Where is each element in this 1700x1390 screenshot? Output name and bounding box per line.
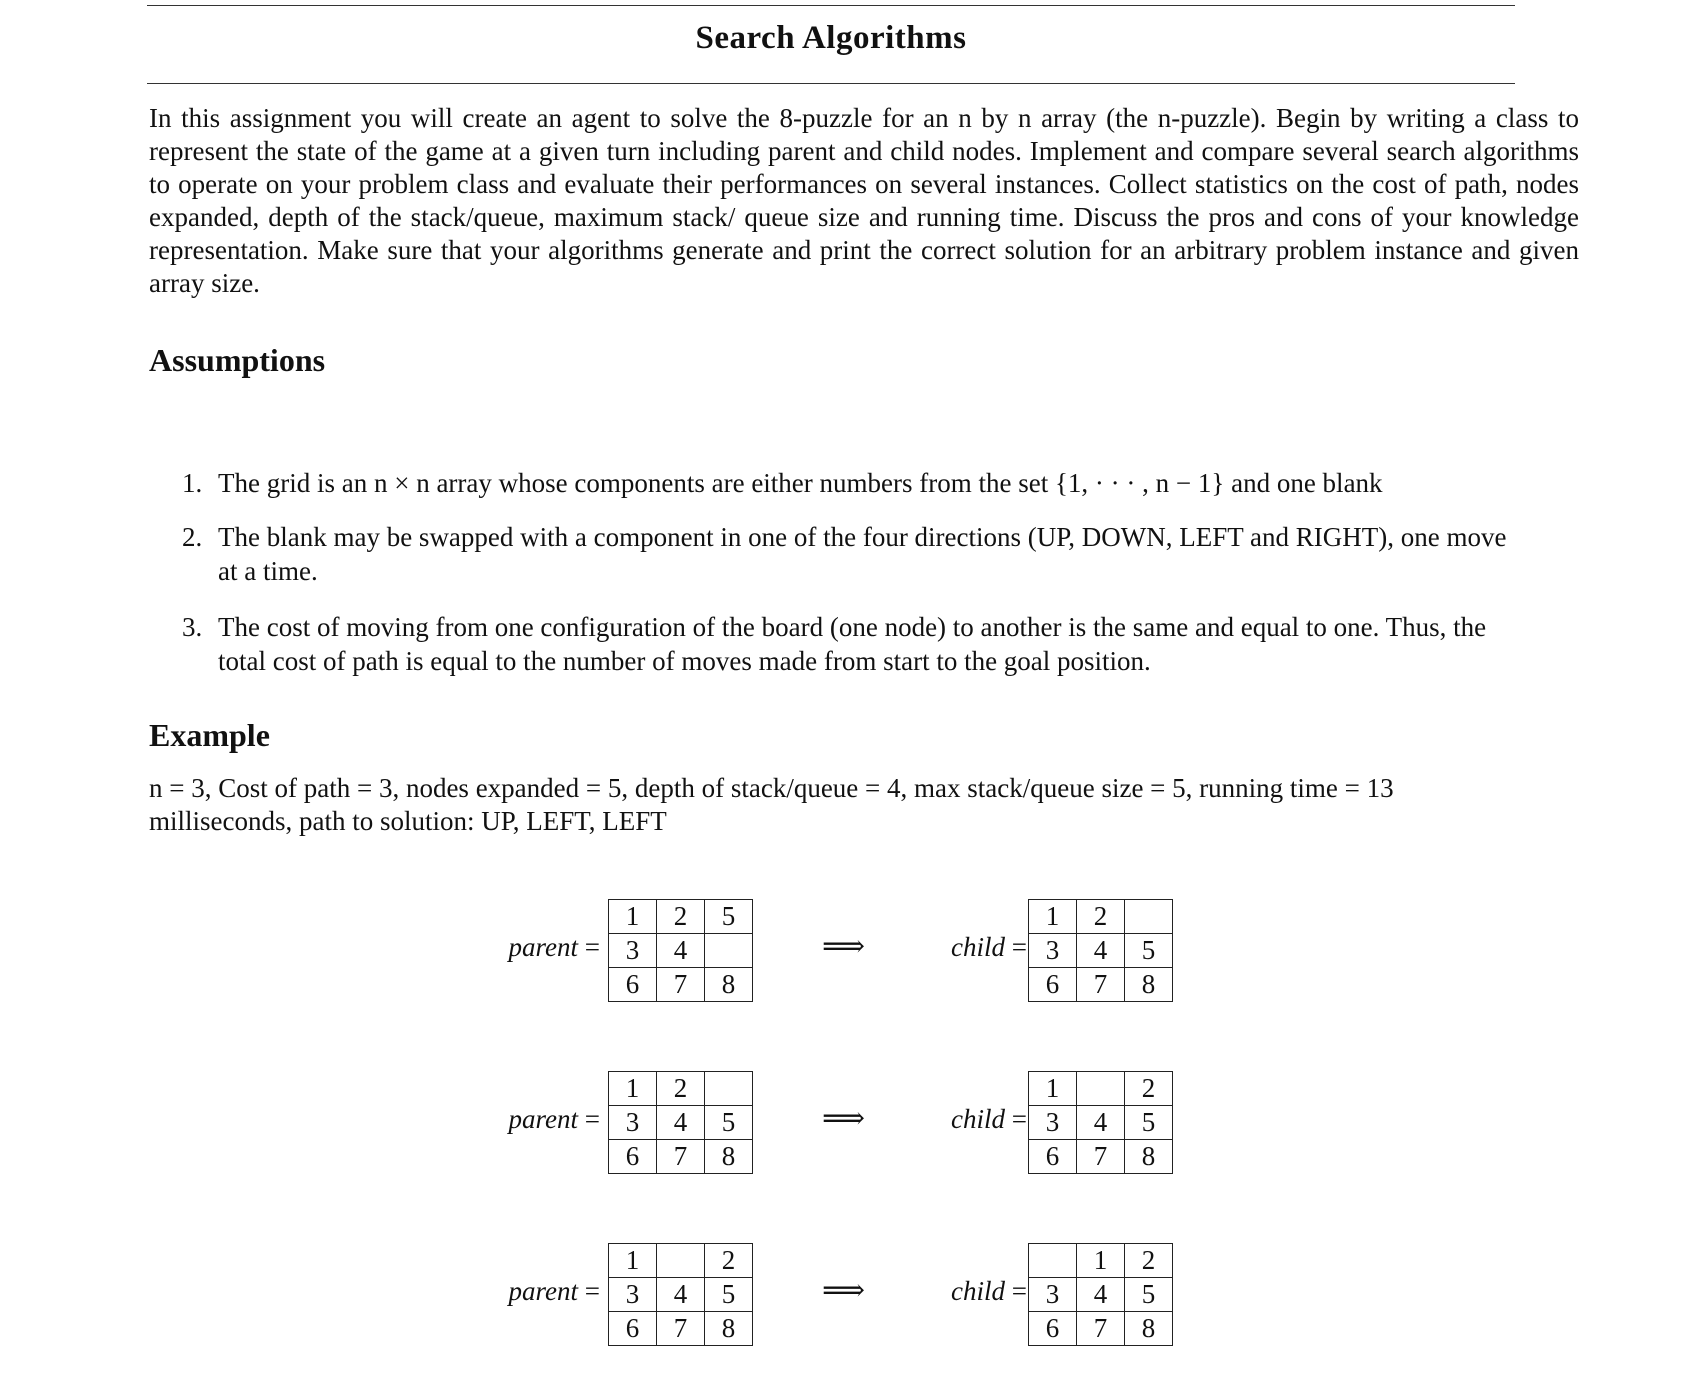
child-label-text: child	[951, 1276, 1006, 1306]
grid-cell: 8	[1125, 968, 1173, 1002]
example-heading: Example	[149, 717, 270, 753]
grid-cell: 7	[1077, 1312, 1125, 1346]
grid-cell: 8	[1125, 1140, 1173, 1174]
grid-cell: 5	[705, 900, 753, 934]
grid-cell: 2	[1125, 1244, 1173, 1278]
grid-cell: 1	[1077, 1244, 1125, 1278]
grid-cell: 7	[657, 1312, 705, 1346]
child-label	[827, 1104, 1027, 1135]
parent-label-text: parent	[508, 1276, 579, 1306]
item-number: 1.	[182, 468, 203, 498]
intro-paragraph: In this assignment you will create an agent to solve the 8-puzzle for an n by n array (the n-puzzle). Begin by writing a class to represent the state of the game at a given turn including parent and child nodes. Implement and compare several search algorithms to operate on your problem class and evaluate their performances on several instances. Collect statistics on the cost of path, nodes expanded, depth of the stack/queue, maximum stack/ queue size and running time. Discuss the pros and cons of your knowledge representation. Make sure that your algorithms generate and print the correct solution for an arbitrary problem instance and given array size.	[149, 103, 1579, 298]
transition-row	[0, 1071, 1700, 1175]
parent-grid	[608, 1243, 753, 1346]
grid-cell: 1	[1029, 1072, 1077, 1106]
grid-cell	[705, 934, 753, 968]
grid-cell: 7	[657, 968, 705, 1002]
equals-sign: =	[584, 1276, 600, 1306]
example-text: n = 3, Cost of path = 3, nodes expanded = 5, depth of stack/queue = 4, max stack/queue size = 5, running time = 13 milliseconds, path to solution: UP, LEFT, LEFT	[149, 773, 1394, 836]
grid-cell	[657, 1244, 705, 1278]
grid-cell: 5	[705, 1278, 753, 1312]
grid-cell: 1	[609, 1244, 657, 1278]
item-text: The blank may be swapped with a component in one of the four directions (UP, DOWN, LEFT and RIGHT), one move at a time.	[218, 522, 1507, 586]
grid-cell	[1125, 900, 1173, 934]
grid-cell: 7	[657, 1140, 705, 1174]
grid-cell: 2	[657, 1072, 705, 1106]
grid-cell: 7	[1077, 1140, 1125, 1174]
grid-cell: 5	[1125, 1278, 1173, 1312]
item-text: The cost of moving from one configuration of the board (one node) to another is the same and equal to one. Thus, the total cost of path is equal to the number of moves made from start to the goal position.	[218, 612, 1487, 676]
parent-label-text: parent	[508, 1104, 579, 1134]
implies-arrow-icon: ⟹	[822, 1102, 866, 1135]
parent-label	[400, 1104, 600, 1135]
parent-label-text: parent	[508, 932, 579, 962]
transition-row	[0, 1243, 1700, 1347]
implies-arrow-icon: ⟹	[822, 930, 866, 963]
child-grid	[1028, 1243, 1173, 1346]
grid-cell: 8	[705, 1140, 753, 1174]
transition-row	[0, 899, 1700, 1003]
grid-cell: 3	[1029, 1106, 1077, 1140]
grid-cell: 2	[1077, 900, 1125, 934]
parent-grid	[608, 899, 753, 1002]
implies-arrow-icon: ⟹	[822, 1274, 866, 1307]
equals-sign: =	[584, 1104, 600, 1134]
grid-cell: 6	[609, 1140, 657, 1174]
top-rule	[147, 5, 1515, 6]
assumptions-heading: Assumptions	[149, 342, 326, 378]
grid-cell: 1	[609, 1072, 657, 1106]
grid-cell: 4	[657, 934, 705, 968]
title-rule	[147, 83, 1515, 84]
child-label	[827, 1276, 1027, 1307]
grid-cell: 6	[1029, 1140, 1077, 1174]
grid-cell	[1029, 1244, 1077, 1278]
assumption-item	[182, 466, 1522, 500]
grid-cell: 5	[1125, 1106, 1173, 1140]
grid-cell: 1	[609, 900, 657, 934]
equals-sign: =	[1011, 1104, 1027, 1134]
grid-cell: 6	[1029, 968, 1077, 1002]
child-grid	[1028, 899, 1173, 1002]
grid-cell: 8	[1125, 1312, 1173, 1346]
grid-cell: 6	[1029, 1312, 1077, 1346]
grid-cell: 3	[1029, 934, 1077, 968]
page-title: Search Algorithms	[695, 20, 967, 56]
child-grid	[1028, 1071, 1173, 1174]
grid-cell: 8	[705, 1312, 753, 1346]
grid-cell: 4	[1077, 934, 1125, 968]
grid-cell: 6	[609, 968, 657, 1002]
grid-cell: 8	[705, 968, 753, 1002]
grid-cell: 4	[1077, 1106, 1125, 1140]
assumption-item	[182, 520, 1522, 588]
equals-sign: =	[1011, 1276, 1027, 1306]
grid-cell: 7	[1077, 968, 1125, 1002]
item-number: 2.	[182, 522, 203, 552]
parent-label	[400, 1276, 600, 1307]
grid-cell: 4	[657, 1278, 705, 1312]
grid-cell: 3	[609, 1106, 657, 1140]
grid-cell	[1077, 1072, 1125, 1106]
item-text: The grid is an n × n array whose components are either numbers from the set {1, · · · , n − 1} and one blank	[218, 468, 1383, 498]
grid-cell: 2	[705, 1244, 753, 1278]
grid-cell: 1	[1029, 900, 1077, 934]
grid-cell: 2	[657, 900, 705, 934]
grid-cell: 3	[609, 1278, 657, 1312]
grid-cell: 3	[609, 934, 657, 968]
grid-cell: 6	[609, 1312, 657, 1346]
item-number: 3.	[182, 612, 203, 642]
equals-sign: =	[1011, 932, 1027, 962]
grid-cell: 2	[1125, 1072, 1173, 1106]
grid-cell: 4	[657, 1106, 705, 1140]
equals-sign: =	[584, 932, 600, 962]
grid-cell: 5	[1125, 934, 1173, 968]
parent-label	[400, 932, 600, 963]
parent-grid	[608, 1071, 753, 1174]
grid-cell	[705, 1072, 753, 1106]
grid-cell: 3	[1029, 1278, 1077, 1312]
child-label	[827, 932, 1027, 963]
child-label-text: child	[951, 932, 1006, 962]
grid-cell: 4	[1077, 1278, 1125, 1312]
grid-cell: 5	[705, 1106, 753, 1140]
child-label-text: child	[951, 1104, 1006, 1134]
assumption-item	[182, 610, 1522, 678]
